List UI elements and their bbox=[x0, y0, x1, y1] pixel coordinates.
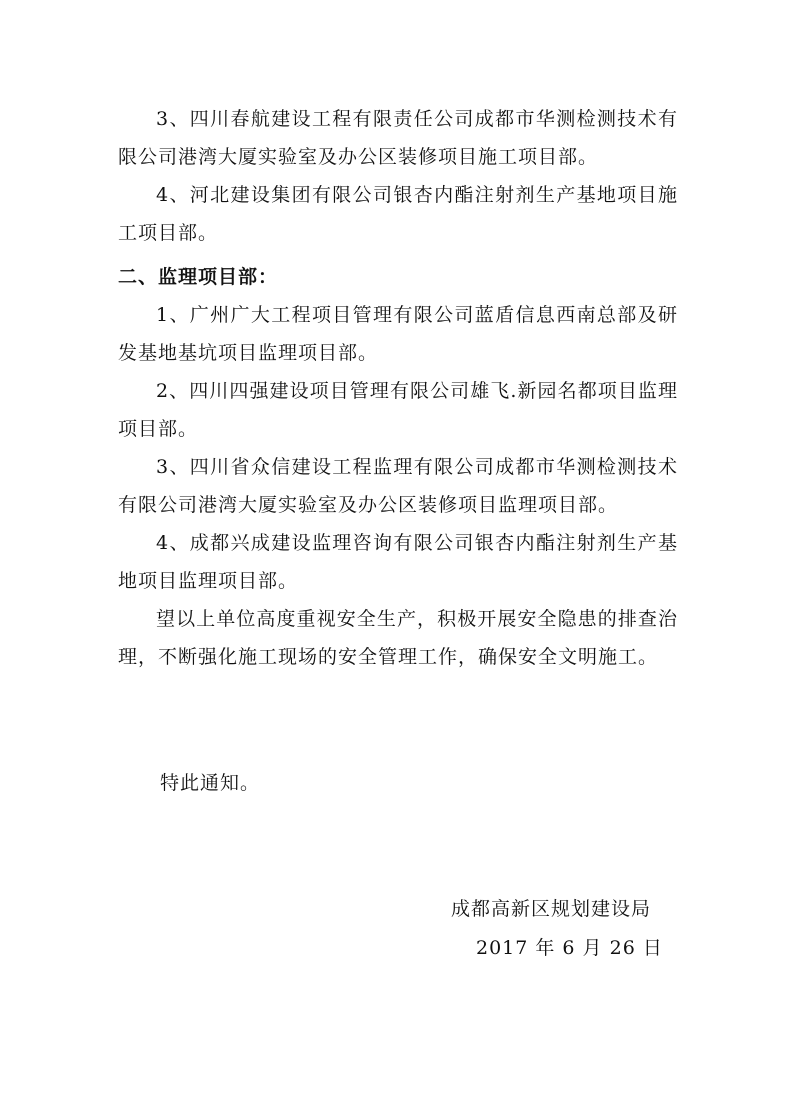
signature-organization: 成都高新区规划建设局 bbox=[451, 898, 652, 920]
closing-text: 特此通知。 bbox=[160, 772, 261, 794]
supervision-item-4: 4、成都兴成建设监理咨询有限公司银杏内酯注射剂生产基地项目监理项目部。 bbox=[118, 532, 678, 592]
exhortation-paragraph: 望以上单位高度重视安全生产，积极开展安全隐患的排查治理，不断强化施工现场的安全管理工作，确保安全文明施工。 bbox=[118, 608, 678, 668]
supervision-item-2: 2、四川四强建设项目管理有限公司雄飞.新园名都项目监理项目部。 bbox=[118, 380, 678, 440]
section-heading-supervision: 二、监理项目部： bbox=[118, 266, 279, 288]
document-body bbox=[118, 100, 678, 676]
supervision-item-3: 3、四川省众信建设工程监理有限公司成都市华测检测技术有限公司港湾大厦实验室及办公区装修项目监理项目部。 bbox=[118, 456, 678, 516]
signature-date: 2017 年 6 月 26 日 bbox=[476, 937, 663, 959]
construction-item-4: 4、河北建设集团有限公司银杏内酯注射剂生产基地项目施工项目部。 bbox=[118, 184, 678, 244]
supervision-item-1: 1、广州广大工程项目管理有限公司蓝盾信息西南总部及研发基地基坑项目监理项目部。 bbox=[118, 304, 678, 364]
construction-item-3: 3、四川春航建设工程有限责任公司成都市华测检测技术有限公司港湾大厦实验室及办公区装修项目施工项目部。 bbox=[118, 108, 678, 168]
